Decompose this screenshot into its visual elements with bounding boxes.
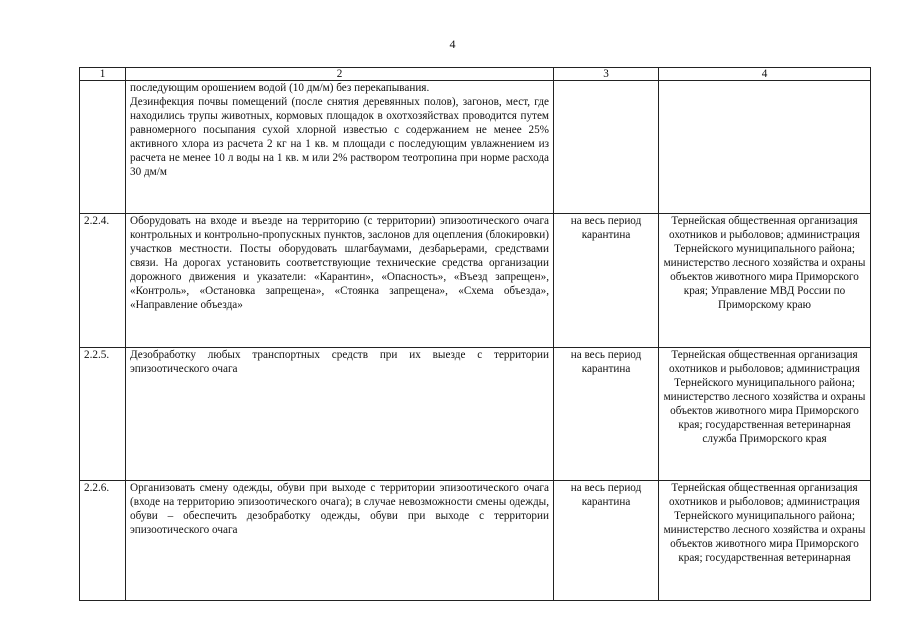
table-row [80, 81, 871, 214]
table-row [80, 348, 871, 481]
measure-description [126, 348, 554, 481]
item-number: 2.2.5. [80, 348, 126, 481]
responsible-cell [659, 81, 871, 214]
column-number: 3 [554, 68, 659, 81]
term-cell: на весь период карантина [554, 481, 659, 601]
measure-description [126, 481, 554, 601]
item-number [80, 81, 126, 214]
column-number: 4 [659, 68, 871, 81]
item-number: 2.2.6. [80, 481, 126, 601]
responsible-cell: Тернейская общественная организация охотников и рыболовов; администрация Тернейского муниципального района; министерство лесного хозяйства и охраны объектов животного мира Приморского края; государственная ветеринарная [659, 481, 871, 601]
measure-paragraph: Дезобработку любых транспортных средств при их выезде с территории эпизоотического очага [130, 349, 549, 375]
table-row [80, 214, 871, 348]
measures-table [79, 67, 871, 601]
term-cell: на весь период карантина [554, 348, 659, 481]
table-row [80, 481, 871, 601]
measure-paragraph: Организовать смену одежды, обуви при выходе с территории эпизоотического очага (входе на территорию эпизоотического очага); в случае невозможности смены одежды, обуви – обеспечить дезобработку одежды, обуви при выходе с территории эпизоотического очага [130, 482, 549, 536]
measure-paragraph: Оборудовать на входе и въезде на территорию (с территории) эпизоотического очага контрольных и контрольно-пропускных пунктов, заслонов для оцепления (блокировки) участков местности. Посты оборудовать шлагбаумами, дезбарьерами, средствами связи. На дорогах установить соответствующие технические средства организации дорожного движения и указатели: «Карантин», «Опасность», «Въезд запрещен», «Контроль», «Остановка запрещена», «Стоянка запрещена», «Схема объезда», «Направление объезда» [130, 215, 549, 311]
measure-description [126, 214, 554, 348]
term-cell [554, 81, 659, 214]
responsible-cell: Тернейская общественная организация охотников и рыболовов; администрация Тернейского муниципального района; министерство лесного хозяйства и охраны объектов животного мира Приморского края; государственная ветеринарная служба Приморского края [659, 348, 871, 481]
column-number: 1 [80, 68, 126, 81]
responsible-cell: Тернейская общественная организация охотников и рыболовов; администрация Тернейского муниципального района; министерство лесного хозяйства и охраны объектов животного мира Приморского края; Управление МВД России по Приморскому краю [659, 214, 871, 348]
measure-description [126, 81, 554, 214]
column-number-row [80, 68, 871, 81]
term-cell: на весь период карантина [554, 214, 659, 348]
measure-paragraph: Дезинфекция почвы помещений (после снятия деревянных полов), загонов, мест, где находились трупы животных, кормовых площадок в охотхозяйствах проводится путем равномерного посыпания сухой хлорной известью с содержанием не менее 25% активного хлора из расчета 2 кг на 1 кв. м площади с последующим увлажнением из расчета не менее 10 л воды на 1 кв. м или 2% раствором теотропина при норме расхода 30 дм/м [130, 96, 549, 178]
column-number: 2 [126, 68, 554, 81]
measure-paragraph: последующим орошением водой (10 дм/м) без перекапывания. [130, 82, 430, 94]
page-number: 4 [449, 37, 456, 51]
item-number: 2.2.4. [80, 214, 126, 348]
